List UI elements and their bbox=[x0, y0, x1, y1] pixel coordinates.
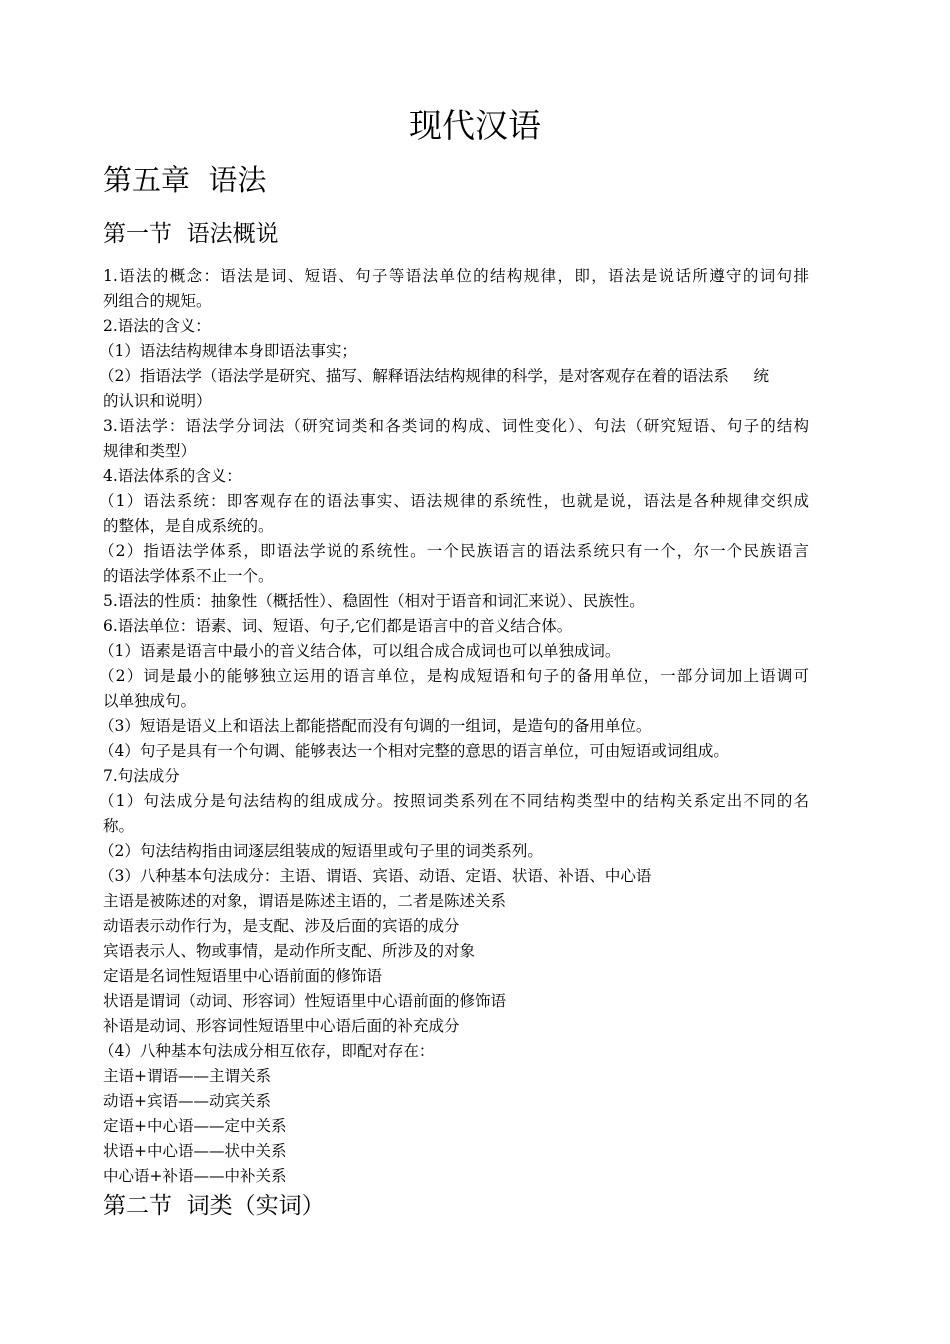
body-line: 定语+中心语——定中关系 bbox=[103, 1117, 287, 1135]
body-line: （1）句法成分是句法结构的组成成分。按照词类系列在不同结构类型中的结构关系定出不同的名 bbox=[99, 792, 809, 810]
body-line: 1.语法的概念：语法是词、短语、句子等语法单位的结构规律，即，语法是说话所遵守的词句排 bbox=[103, 267, 809, 285]
body-line: 7.句法成分 bbox=[103, 767, 180, 785]
body-line: 的认识和说明） bbox=[103, 392, 212, 410]
body-line: （1）语法系统：即客观存在的语法事实、语法规律的系统性，也就是说，语法是各种规律交织成 bbox=[99, 492, 809, 510]
body-line: 状语+中心语——状中关系 bbox=[103, 1142, 287, 1160]
chapter-heading: 第五章 语法 bbox=[103, 163, 267, 197]
section-heading-1: 第一节 语法概说 bbox=[103, 221, 279, 247]
body-line: 补语是动词、形容词性短语里中心语后面的补充成分 bbox=[103, 1017, 460, 1035]
body-line: 动语表示动作行为，是支配、涉及后面的宾语的成分 bbox=[103, 917, 460, 935]
body-line: 3.语法学：语法学分词法（研究词类和各类词的构成、词性变化）、句法（研究短语、句子的结构 bbox=[103, 417, 809, 435]
section-heading-2: 第二节 词类（实词） bbox=[103, 1193, 325, 1219]
body-line: （2）词是最小的能够独立运用的语言单位，是构成短语和句子的备用单位，一部分词加上语调可 bbox=[99, 667, 809, 685]
body-line: （4）句子是具有一个句调、能够表达一个相对完整的意思的语言单位，可由短语或词组成。 bbox=[99, 742, 729, 760]
body-line: （2）指语法学体系，即语法学说的系统性。一个民族语言的语法系统只有一个，尔一个民族语言 bbox=[99, 542, 809, 560]
body-line: 列组合的规矩。 bbox=[103, 292, 212, 310]
body-line: （3）八种基本句法成分：主语、谓语、宾语、动语、定语、状语、补语、中心语 bbox=[99, 867, 652, 885]
body-line: 2.语法的含义： bbox=[103, 317, 211, 335]
body-line: （2）指语法学（语法学是研究、描写、解释语法结构规律的科学，是对客观存在着的语法系 统 bbox=[99, 367, 769, 385]
body-line: （1）语法结构规律本身即语法事实； bbox=[99, 342, 357, 360]
body-line: 以单独成句。 bbox=[103, 692, 197, 710]
body-line: （3）短语是语义上和语法上都能搭配而没有句调的一组词，是造句的备用单位。 bbox=[99, 717, 652, 735]
body-line: （1）语素是语言中最小的音义结合体，可以组合成合成词也可以单独成词。 bbox=[99, 642, 621, 660]
body-line: 宾语表示人、物或事情，是动作所支配、所涉及的对象 bbox=[103, 942, 476, 960]
body-line: （4）八种基本句法成分相互依存，即配对存在： bbox=[99, 1042, 435, 1060]
body-line: 称。 bbox=[103, 817, 135, 835]
body-line: （2）句法结构指由词逐层组装成的短语里或句子里的词类系列。 bbox=[99, 842, 543, 860]
document-title: 现代汉语 bbox=[409, 106, 541, 145]
body-line: 的整体，是自成系统的。 bbox=[103, 517, 274, 535]
body-line: 4.语法体系的含义： bbox=[103, 467, 242, 485]
body-line: 动语+宾语——动宾关系 bbox=[103, 1092, 271, 1110]
body-line: 主语是被陈述的对象，谓语是陈述主语的，二者是陈述关系 bbox=[103, 892, 507, 910]
body-line: 规律和类型） bbox=[103, 442, 197, 460]
body-line: 状语是谓词（动词、形容词）性短语里中心语前面的修饰语 bbox=[103, 992, 507, 1010]
body-line: 中心语+补语——中补关系 bbox=[103, 1167, 287, 1185]
body-line: 主语+谓语——主谓关系 bbox=[103, 1067, 271, 1085]
document-body bbox=[99, 264, 809, 1189]
body-line: 定语是名词性短语里中心语前面的修饰语 bbox=[103, 967, 383, 985]
body-line: 6.语法单位：语素、词、短语、句子,它们都是语言中的音义结合体。 bbox=[103, 617, 573, 635]
body-line: 的语法学体系不止一个。 bbox=[103, 567, 274, 585]
body-line: 5.语法的性质：抽象性（概括性）、稳固性（相对于语音和词汇来说）、民族性。 bbox=[103, 592, 645, 610]
